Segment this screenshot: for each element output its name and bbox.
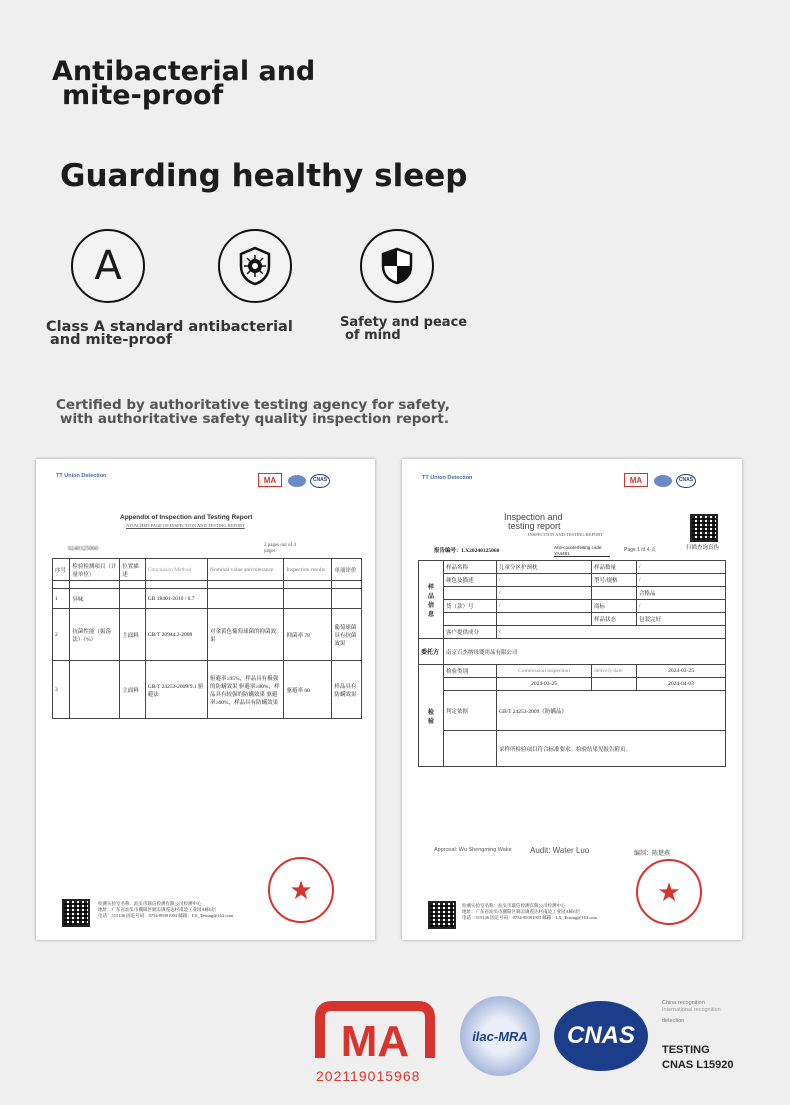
page-label: Page 1 of 4 页 xyxy=(624,547,656,553)
report-number: 报告编号：LX20240325060 xyxy=(434,548,500,554)
anti-counterfeit-code: Anti-counterfeiting code: YA4481 xyxy=(554,545,610,557)
qr-code xyxy=(690,514,718,542)
lab-name: TT Union Detection xyxy=(422,475,473,481)
cnas-logo: CNAS xyxy=(554,1001,648,1071)
ma-logo xyxy=(312,1000,438,1066)
caption-safety-line1: Safety and peace xyxy=(340,315,468,330)
slogan: Guarding healthy sleep xyxy=(60,158,468,194)
official-seal: ★ xyxy=(636,859,702,925)
letter-a-icon: A xyxy=(71,229,145,303)
caption-antibacterial-line2: and mite-proof xyxy=(50,332,173,348)
report-subtitle: INSPECTION AND TESTING REPORT xyxy=(528,532,603,537)
certified-line1: Certified by authoritative testing agency for safety, xyxy=(56,397,450,413)
official-seal: ★ xyxy=(268,857,334,923)
lab-name: TT Union Detection xyxy=(56,473,107,479)
ilac-mini-logo xyxy=(654,475,672,487)
table-row: 3 主面料 GB/T 24253-2009/9.1 驱避法 驱避率≥95%，样品具有极强的防螨效果 驱避率≥80%，样品具有较强的防螨效果 驱避率≥60%，样品具有防螨效果 驱避率 60 样品具有防螨效果 xyxy=(53,661,362,719)
headline-line2: mite-proof xyxy=(62,80,224,111)
recognition-text: China recognition International recognition detection xyxy=(662,1000,721,1024)
qr-code xyxy=(62,899,90,927)
table-header-row: 序号 检验检测项目（计量单位） 位置描述 Conclusion Method Nominal value and tolerance Inspection results 单项评价 xyxy=(53,559,362,581)
caption-safety-line2: of mind xyxy=(345,328,401,343)
report-title: Inspection and testing report xyxy=(504,512,563,531)
appendix-table xyxy=(52,558,362,719)
appendix-title: Appendix of Inspection and Testing Report xyxy=(120,514,253,521)
scan-hint: 扫描查询真伪 xyxy=(686,545,720,551)
testing-label: TESTING xyxy=(662,1044,710,1056)
headline-line1: Antibacterial and xyxy=(52,56,316,87)
ilac-mra-logo: ilac-MRA xyxy=(460,996,540,1076)
antibacterial-shield-icon xyxy=(218,229,292,303)
ilac-mini-logo xyxy=(288,475,306,487)
report-number: 0240325060 xyxy=(68,546,98,552)
cnas-mini-logo: CNAS xyxy=(676,474,696,488)
footer-info: 检测实验室名称：汕头市联信检测有限公司检测中心 地址：广东省汕头市潮阳区铜盂镇莲达村南边工业园A栋6层 电话：515136 固定号码：0754-89391903 邮箱：LX_Testing@163.com xyxy=(462,903,597,920)
inspection-report xyxy=(402,459,742,940)
caption-antibacterial-line1: Class A standard antibacterial xyxy=(46,319,293,335)
ma-number: 202119015968 xyxy=(316,1068,421,1084)
page-count: 2 pages out of 4 pages xyxy=(264,543,296,554)
sample-table: 样 品 信 息 样品名称 儿童分区护颈枕 样品数量 / 颜色及描述 / 型号/规格 / / 合格品 货（款）号 / 商标 / 样品状态 包装完好 客户提供成分 / 委托方 南京百杰纳母婴用品有限公司 检 验 检验类别 Commission inspection delivery date 2024-03-25 2024-03-25 2024-04-03 判定依据 GB/T 24253-2009《防螨品》 采样所检验项目符合标准要求。检验结果见报告附页。 xyxy=(418,560,726,767)
ma-mini-logo: MA xyxy=(258,473,282,487)
appendix-report xyxy=(36,459,375,940)
table-row: 1 异味 GB 18401-2010 / 6.7 xyxy=(53,589,362,609)
ma-mini-logo: MA xyxy=(624,473,648,487)
cnas-code: CNAS L15920 xyxy=(662,1059,734,1071)
certified-line2: with authoritative safety quality inspection report. xyxy=(60,411,449,427)
audit: Audit: Water Luo xyxy=(530,846,590,855)
appendix-subtitle: ATTACHED PAGE OF INSPECTION AND TESTING REPORT xyxy=(126,523,245,528)
approval: Approval: Wu Shengming Wake xyxy=(434,847,512,853)
svg-text:MA: MA xyxy=(340,1017,410,1066)
footer-info: 检测实验室名称：汕头市联信检测有限公司检测中心 地址：广东省汕头市潮阳区铜盂镇莲达村南边工业园A栋6层 电话：515136 固定号码：0754-89391903 邮箱：LX_Testing@163.com xyxy=(98,901,233,918)
shield-icon xyxy=(360,229,434,303)
qr-code xyxy=(428,901,456,929)
editor: 编制：陈楚燕 xyxy=(634,851,671,857)
cnas-mini-logo: CNAS xyxy=(310,474,330,488)
table-row: 2 抗菌性能（振荡法）（%） 主面料 GB/T 20944.3-2008 对金黄色葡萄球菌的抑菌效果 抑菌率 78 葡萄球菌具有抗菌效果 xyxy=(53,609,362,661)
